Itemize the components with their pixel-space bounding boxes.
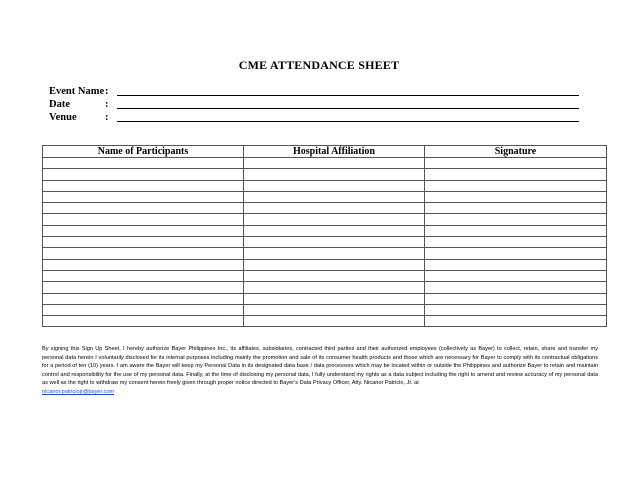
participant-name-cell[interactable]: [43, 158, 244, 169]
participant-name-cell[interactable]: [43, 225, 244, 236]
hospital-affiliation-cell[interactable]: [244, 225, 425, 236]
header-signature: Signature: [425, 146, 607, 158]
table-row: [43, 203, 607, 214]
hospital-affiliation-cell[interactable]: [244, 191, 425, 202]
header-hospital-affiliation: Hospital Affiliation: [244, 146, 425, 158]
signature-cell[interactable]: [425, 191, 607, 202]
table-row: [43, 282, 607, 293]
signature-cell[interactable]: [425, 270, 607, 281]
table-row: [43, 270, 607, 281]
hospital-affiliation-cell[interactable]: [244, 237, 425, 248]
hospital-affiliation-cell[interactable]: [244, 304, 425, 315]
table-row: [43, 158, 607, 169]
hospital-affiliation-cell[interactable]: [244, 293, 425, 304]
participant-name-cell[interactable]: [43, 259, 244, 270]
signature-cell[interactable]: [425, 248, 607, 259]
table-row: [43, 293, 607, 304]
participant-name-cell[interactable]: [43, 203, 244, 214]
document-title: CME ATTENDANCE SHEET: [238, 58, 400, 72]
table-row: [43, 259, 607, 270]
participant-name-cell[interactable]: [43, 180, 244, 191]
table-row: [43, 304, 607, 315]
participant-name-cell[interactable]: [43, 214, 244, 225]
signature-cell[interactable]: [425, 259, 607, 270]
table-row: [43, 191, 607, 202]
signature-cell[interactable]: [425, 316, 607, 327]
signature-cell[interactable]: [425, 158, 607, 169]
participant-name-cell[interactable]: [43, 304, 244, 315]
hospital-affiliation-cell[interactable]: [244, 180, 425, 191]
table-row: [43, 248, 607, 259]
venue-field[interactable]: [117, 121, 579, 122]
table-row: [43, 169, 607, 180]
date-colon: :: [105, 99, 109, 110]
hospital-affiliation-cell[interactable]: [244, 316, 425, 327]
hospital-affiliation-cell[interactable]: [244, 248, 425, 259]
consent-text: By signing this Sign Up Sheet, I hereby authorize Bayer Philippines Inc., its affiliates, subsidiaries, contracted third parties and their authorized employees (collectively as Bayer) to collect, retain, share and transfer my personal data herein I voluntarily disclosed for its internal purposes including mainly the promotion and sale of its consumer health products and those which are necessary for Bayer to comply with its contractual obligations for a period of ten (10) years. I am aware the Bayer will keep my Personal Data in its designated data base / data processors which may be located within or outside the Philippines and authorize Bayer to retain and maintain control and responsibility for the use of my personal data. Finally, at the time of disclosing my personal data, I fully understand my rights as a data subject including the right to amend and review accuracy of my personal data as well as the right to withdraw my consent herein freely given through proper notice directed to Bayer's Data Privacy Officer, Atty. Nicanor Patricio, Jr. at: [42, 346, 598, 387]
signature-cell[interactable]: [425, 282, 607, 293]
hospital-affiliation-cell[interactable]: [244, 158, 425, 169]
privacy-officer-email-link[interactable]: nicanor.patriciojr@bayer.com: [42, 388, 115, 395]
signature-cell[interactable]: [425, 169, 607, 180]
participant-name-cell[interactable]: [43, 282, 244, 293]
venue-label: Venue: [49, 112, 77, 123]
participant-name-cell[interactable]: [43, 237, 244, 248]
data-privacy-consent: [42, 345, 598, 397]
signature-cell[interactable]: [425, 293, 607, 304]
hospital-affiliation-cell[interactable]: [244, 282, 425, 293]
hospital-affiliation-cell[interactable]: [244, 214, 425, 225]
table-row: [43, 225, 607, 236]
participant-name-cell[interactable]: [43, 293, 244, 304]
date-row: [49, 98, 579, 111]
attendance-table: [42, 145, 607, 327]
table-header-row: [43, 146, 607, 158]
venue-colon: :: [105, 112, 109, 123]
participant-name-cell[interactable]: [43, 169, 244, 180]
hospital-affiliation-cell[interactable]: [244, 169, 425, 180]
venue-row: [49, 111, 579, 124]
signature-cell[interactable]: [425, 225, 607, 236]
table-row: [43, 237, 607, 248]
table-row: [43, 180, 607, 191]
participant-name-cell[interactable]: [43, 248, 244, 259]
participant-name-cell[interactable]: [43, 270, 244, 281]
signature-cell[interactable]: [425, 214, 607, 225]
table-row: [43, 316, 607, 327]
event-name-field[interactable]: [117, 95, 579, 96]
event-name-label: Event Name: [49, 86, 105, 97]
header-participant-name: Name of Participants: [43, 146, 244, 158]
participant-name-cell[interactable]: [43, 191, 244, 202]
hospital-affiliation-cell[interactable]: [244, 270, 425, 281]
event-details: [49, 85, 579, 124]
event-name-colon: :: [105, 86, 109, 97]
date-label: Date: [49, 99, 70, 110]
participant-name-cell[interactable]: [43, 316, 244, 327]
hospital-affiliation-cell[interactable]: [244, 203, 425, 214]
date-field[interactable]: [117, 108, 579, 109]
signature-cell[interactable]: [425, 203, 607, 214]
table-row: [43, 214, 607, 225]
hospital-affiliation-cell[interactable]: [244, 259, 425, 270]
signature-cell[interactable]: [425, 304, 607, 315]
signature-cell[interactable]: [425, 237, 607, 248]
attendance-rows: [43, 158, 607, 327]
signature-cell[interactable]: [425, 180, 607, 191]
event-name-row: [49, 85, 579, 98]
